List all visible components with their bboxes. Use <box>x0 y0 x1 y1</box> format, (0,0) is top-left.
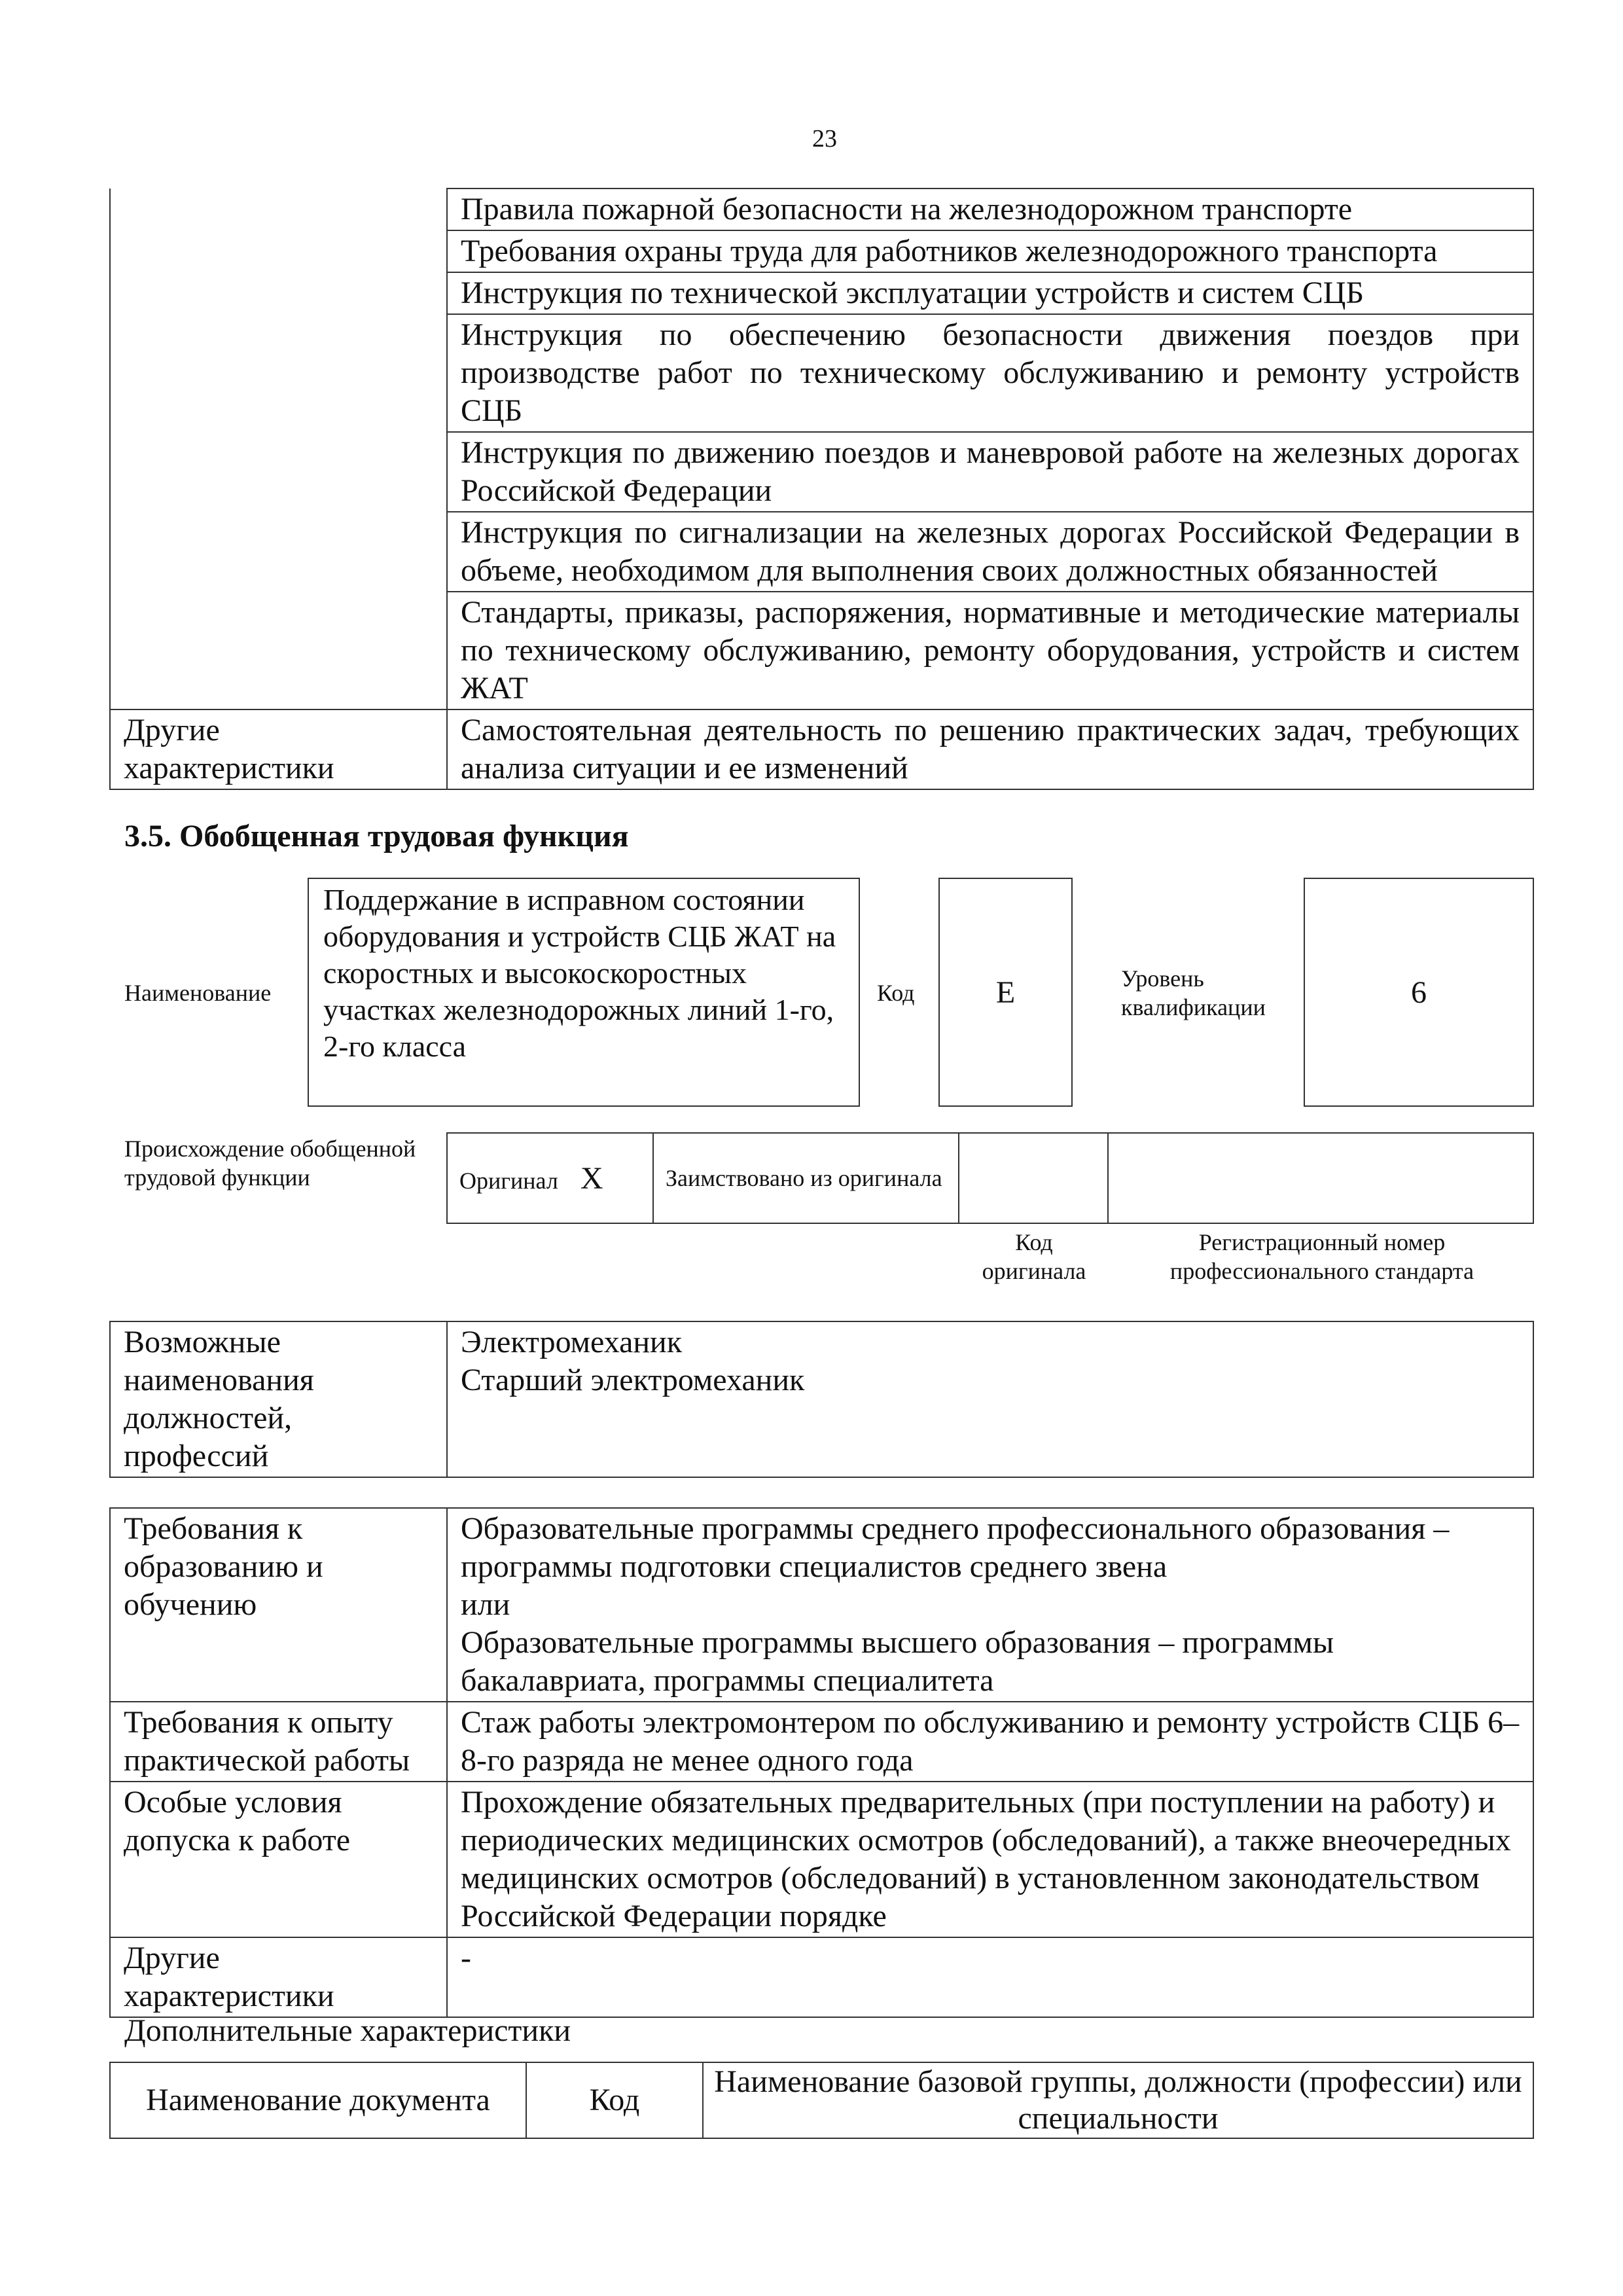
header-base-group: Наименование базовой группы, должности (профессии) или специальности <box>703 2062 1533 2138</box>
name-label: Наименование <box>124 980 272 1006</box>
experience-value: Стаж работы электромонтером по обслуживанию и ремонту устройств СЦБ 6–8-го разряда не менее одного года <box>447 1702 1533 1782</box>
page-number: 23 <box>812 125 837 152</box>
list-item: Старший электромеханик <box>461 1363 805 1397</box>
other-value: - <box>447 1937 1533 2017</box>
list-item: Электромеханик <box>461 1325 683 1359</box>
admission-value: Прохождение обязательных предварительных (при поступлении на работу) и периодических медицинских осмотров (обследований), а также внеочередных медицинских осмотров (обследований) в установленном законодательством Российской Федерации порядке <box>447 1782 1533 1937</box>
positions-values <box>447 1321 1533 1477</box>
requirements-table <box>109 1507 1534 2018</box>
table-row: Инструкция по технической эксплуатации устройств и систем СЦБ <box>447 272 1533 314</box>
empty-cell <box>110 188 447 709</box>
table-row: Требования охраны труда для работников железнодорожного транспорта <box>447 230 1533 272</box>
other-label: Другие характеристики <box>110 1937 447 2017</box>
code-caption: Код оригинала <box>982 1229 1086 1284</box>
additional-characteristics-table <box>109 2062 1534 2139</box>
education-value <box>447 1508 1533 1702</box>
level-label: Уровень квалификации <box>1121 965 1266 1020</box>
requirements-continuation-table <box>109 188 1534 790</box>
registration-number-cell <box>1108 1133 1533 1223</box>
other-characteristics-label: Другие характеристики <box>110 709 447 789</box>
table-row: Стандарты, приказы, распоряжения, нормативные и методические материалы по техническому обслуживанию, ремонту оборудования, устройств и систем ЖАТ <box>447 592 1533 709</box>
list-item: Образовательные программы среднего профессионального образования – программы подготовки специалистов среднего звена <box>461 1511 1450 1584</box>
level-value: 6 <box>1411 975 1427 1010</box>
borrowed-label: Заимствовано из оригинала <box>653 1133 959 1223</box>
origin-table <box>446 1132 1534 1224</box>
list-item: Образовательные программы высшего образования – программы бакалавриата, программы специалитета <box>461 1625 1334 1698</box>
original-cell <box>447 1133 653 1223</box>
positions-table <box>109 1321 1534 1478</box>
experience-label: Требования к опыту практической работы <box>110 1702 447 1782</box>
table-row: Правила пожарной безопасности на железнодорожном транспорте <box>447 188 1533 230</box>
list-item: или <box>461 1587 510 1622</box>
education-label: Требования к образованию и обучению <box>110 1508 447 1702</box>
function-name-box: Поддержание в исправном состоянии оборудования и устройств СЦБ ЖАТ на скоростных и высокоскоростных участках железнодорожных линий 1-го, 2-го класса <box>308 878 860 1107</box>
level-box <box>1304 878 1534 1107</box>
other-characteristics-value: Самостоятельная деятельность по решению практических задач, требующих анализа ситуации и ее изменений <box>447 709 1533 789</box>
header-code: Код <box>526 2062 703 2138</box>
registration-caption: Регистрационный номер профессионального стандарта <box>1169 1229 1474 1284</box>
table-row: Инструкция по обеспечению безопасности движения поездов при производстве работ по техническому обслуживанию и ремонту устройств СЦБ <box>447 314 1533 432</box>
section-title: 3.5. Обобщенная трудовая функция <box>124 819 629 853</box>
code-label: Код <box>877 980 915 1006</box>
header-document-name: Наименование документа <box>110 2062 526 2138</box>
original-code-cell <box>959 1133 1108 1223</box>
origin-label: Происхождение обобщенной трудовой функции <box>124 1136 416 1191</box>
code-value: E <box>995 975 1016 1010</box>
table-row: Инструкция по сигнализации на железных дорогах Российской Федерации в объеме, необходимом для выполнения своих должностных обязанностей <box>447 512 1533 592</box>
additional-characteristics-title: Дополнительные характеристики <box>124 2013 571 2048</box>
code-box <box>938 878 1073 1107</box>
original-mark: X <box>580 1160 603 1196</box>
positions-label: Возможные наименования должностей, профессий <box>110 1321 447 1477</box>
original-label: Оригинал <box>459 1167 558 1194</box>
table-row: Инструкция по движению поездов и маневровой работе на железных дорогах Российской Федерации <box>447 432 1533 512</box>
admission-label: Особые условия допуска к работе <box>110 1782 447 1937</box>
